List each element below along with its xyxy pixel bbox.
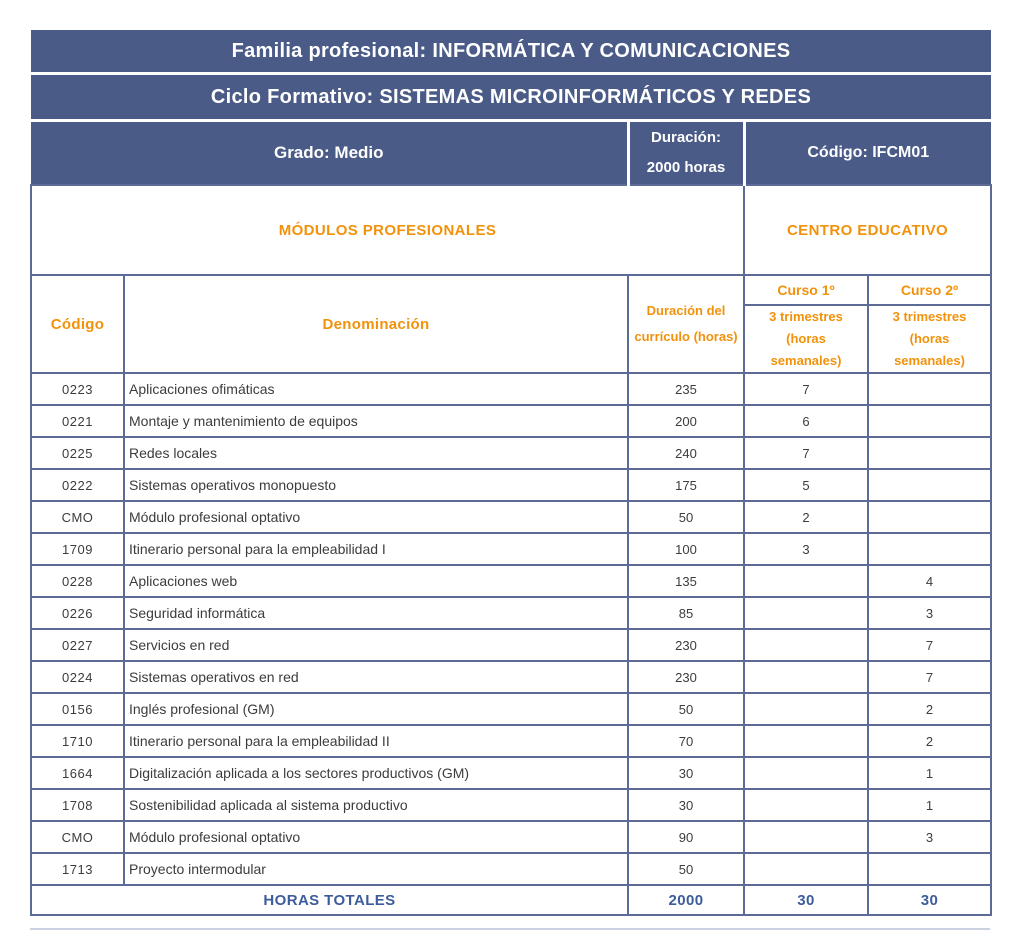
module-curriculum-hours: 30 [628, 757, 744, 789]
module-name: Redes locales [124, 437, 628, 469]
module-curriculum-hours: 30 [628, 789, 744, 821]
module-name: Sistemas operativos monopuesto [124, 469, 628, 501]
module-name: Seguridad informática [124, 597, 628, 629]
module-code: CMO [31, 821, 124, 853]
page-bottom-rule [30, 928, 990, 930]
section-centro-educativo: CENTRO EDUCATIVO [744, 185, 991, 275]
module-code: 0227 [31, 629, 124, 661]
module-course2-weekly-hours: 7 [868, 629, 991, 661]
module-course2-weekly-hours: 3 [868, 597, 991, 629]
duracion-label: Duración: [650, 129, 721, 146]
col-header-codigo: Código [31, 275, 124, 373]
totals-row [31, 885, 991, 915]
module-course1-weekly-hours: 5 [744, 469, 868, 501]
module-row [31, 693, 991, 725]
module-course1-weekly-hours: 7 [744, 373, 868, 405]
module-code: 1710 [31, 725, 124, 757]
module-row [31, 725, 991, 757]
module-row [31, 469, 991, 501]
totals-course2-hours: 30 [868, 885, 991, 915]
module-curriculum-hours: 235 [628, 373, 744, 405]
col-subheader-trimestres-curso1: 3 trimestres (horas semanales) [744, 305, 868, 373]
module-code: 0221 [31, 405, 124, 437]
module-name: Montaje y mantenimiento de equipos [124, 405, 628, 437]
module-name: Servicios en red [124, 629, 628, 661]
module-course2-weekly-hours [868, 437, 991, 469]
module-course2-weekly-hours [868, 533, 991, 565]
col-header-curso1: Curso 1º [744, 275, 868, 305]
module-code: 0222 [31, 469, 124, 501]
module-curriculum-hours: 50 [628, 853, 744, 885]
module-code: 0223 [31, 373, 124, 405]
module-course1-weekly-hours [744, 757, 868, 789]
module-row [31, 373, 991, 405]
module-curriculum-hours: 85 [628, 597, 744, 629]
module-name: Sistemas operativos en red [124, 661, 628, 693]
module-course1-weekly-hours [744, 693, 868, 725]
section-title-row [31, 185, 991, 275]
module-course1-weekly-hours [744, 565, 868, 597]
module-code: 0156 [31, 693, 124, 725]
module-course1-weekly-hours [744, 629, 868, 661]
column-header-row-top [31, 275, 991, 305]
col-header-duracion-line1: Duración del [646, 303, 726, 318]
module-curriculum-hours: 200 [628, 405, 744, 437]
module-row [31, 629, 991, 661]
module-code: 0226 [31, 597, 124, 629]
module-course2-weekly-hours: 7 [868, 661, 991, 693]
module-curriculum-hours: 230 [628, 629, 744, 661]
totals-course1-hours: 30 [744, 885, 868, 915]
module-name: Sostenibilidad aplicada al sistema productivo [124, 789, 628, 821]
module-code: 1709 [31, 533, 124, 565]
module-code: 1664 [31, 757, 124, 789]
module-row [31, 853, 991, 885]
module-course2-weekly-hours [868, 405, 991, 437]
duracion-value: 2000 horas [646, 159, 726, 176]
module-code: 0225 [31, 437, 124, 469]
module-course1-weekly-hours: 3 [744, 533, 868, 565]
col-header-curso2: Curso 2º [868, 275, 991, 305]
module-curriculum-hours: 135 [628, 565, 744, 597]
modules-tbody [31, 373, 991, 885]
module-curriculum-hours: 100 [628, 533, 744, 565]
module-course1-weekly-hours [744, 597, 868, 629]
banner-ciclo-row [31, 74, 991, 121]
totals-hours: 2000 [628, 885, 744, 915]
module-curriculum-hours: 230 [628, 661, 744, 693]
module-course2-weekly-hours [868, 501, 991, 533]
module-course2-weekly-hours: 1 [868, 789, 991, 821]
col-subheader-trimestres-curso2: 3 trimestres (horas semanales) [868, 305, 991, 373]
banner-familia: Familia profesional: INFORMÁTICA Y COMUNICACIONES [31, 30, 991, 74]
curriculum-table [30, 30, 992, 916]
grado-cell: Grado: Medio [31, 121, 628, 186]
module-code: 0224 [31, 661, 124, 693]
module-course1-weekly-hours [744, 853, 868, 885]
module-course1-weekly-hours: 6 [744, 405, 868, 437]
module-course1-weekly-hours [744, 661, 868, 693]
module-course2-weekly-hours [868, 373, 991, 405]
module-course1-weekly-hours: 2 [744, 501, 868, 533]
module-row [31, 789, 991, 821]
module-name: Aplicaciones web [124, 565, 628, 597]
module-curriculum-hours: 50 [628, 693, 744, 725]
module-row [31, 565, 991, 597]
module-code: 1708 [31, 789, 124, 821]
module-course1-weekly-hours [744, 821, 868, 853]
module-name: Itinerario personal para la empleabilidad II [124, 725, 628, 757]
module-course2-weekly-hours: 2 [868, 693, 991, 725]
info-row [31, 121, 991, 186]
module-row [31, 533, 991, 565]
module-curriculum-hours: 50 [628, 501, 744, 533]
module-row [31, 501, 991, 533]
module-code: CMO [31, 501, 124, 533]
module-course2-weekly-hours: 1 [868, 757, 991, 789]
module-course1-weekly-hours [744, 789, 868, 821]
module-row [31, 405, 991, 437]
module-code: 1713 [31, 853, 124, 885]
module-curriculum-hours: 240 [628, 437, 744, 469]
module-course2-weekly-hours: 4 [868, 565, 991, 597]
module-name: Digitalización aplicada a los sectores productivos (GM) [124, 757, 628, 789]
section-modulos-profesionales: MÓDULOS PROFESIONALES [31, 185, 744, 275]
module-name: Inglés profesional (GM) [124, 693, 628, 725]
module-row [31, 821, 991, 853]
module-course2-weekly-hours [868, 853, 991, 885]
module-course2-weekly-hours: 3 [868, 821, 991, 853]
banner-familia-row [31, 30, 991, 74]
module-row [31, 597, 991, 629]
module-course2-weekly-hours [868, 469, 991, 501]
module-name: Módulo profesional optativo [124, 821, 628, 853]
module-curriculum-hours: 70 [628, 725, 744, 757]
module-row [31, 757, 991, 789]
module-curriculum-hours: 175 [628, 469, 744, 501]
col-header-duracion-line2: currículo (horas) [634, 329, 738, 344]
codigo-ciclo-cell: Código: IFCM01 [744, 121, 991, 186]
module-curriculum-hours: 90 [628, 821, 744, 853]
module-course1-weekly-hours: 7 [744, 437, 868, 469]
totals-label: HORAS TOTALES [31, 885, 628, 915]
module-course1-weekly-hours [744, 725, 868, 757]
col-header-denominacion: Denominación [124, 275, 628, 373]
banner-ciclo: Ciclo Formativo: SISTEMAS MICROINFORMÁTICOS Y REDES [31, 74, 991, 121]
module-name: Módulo profesional optativo [124, 501, 628, 533]
module-name: Proyecto intermodular [124, 853, 628, 885]
module-code: 0228 [31, 565, 124, 597]
module-row [31, 437, 991, 469]
col-header-duracion [628, 275, 744, 373]
module-row [31, 661, 991, 693]
module-course2-weekly-hours: 2 [868, 725, 991, 757]
module-name: Itinerario personal para la empleabilidad I [124, 533, 628, 565]
module-name: Aplicaciones ofimáticas [124, 373, 628, 405]
duracion-cell [628, 121, 744, 186]
